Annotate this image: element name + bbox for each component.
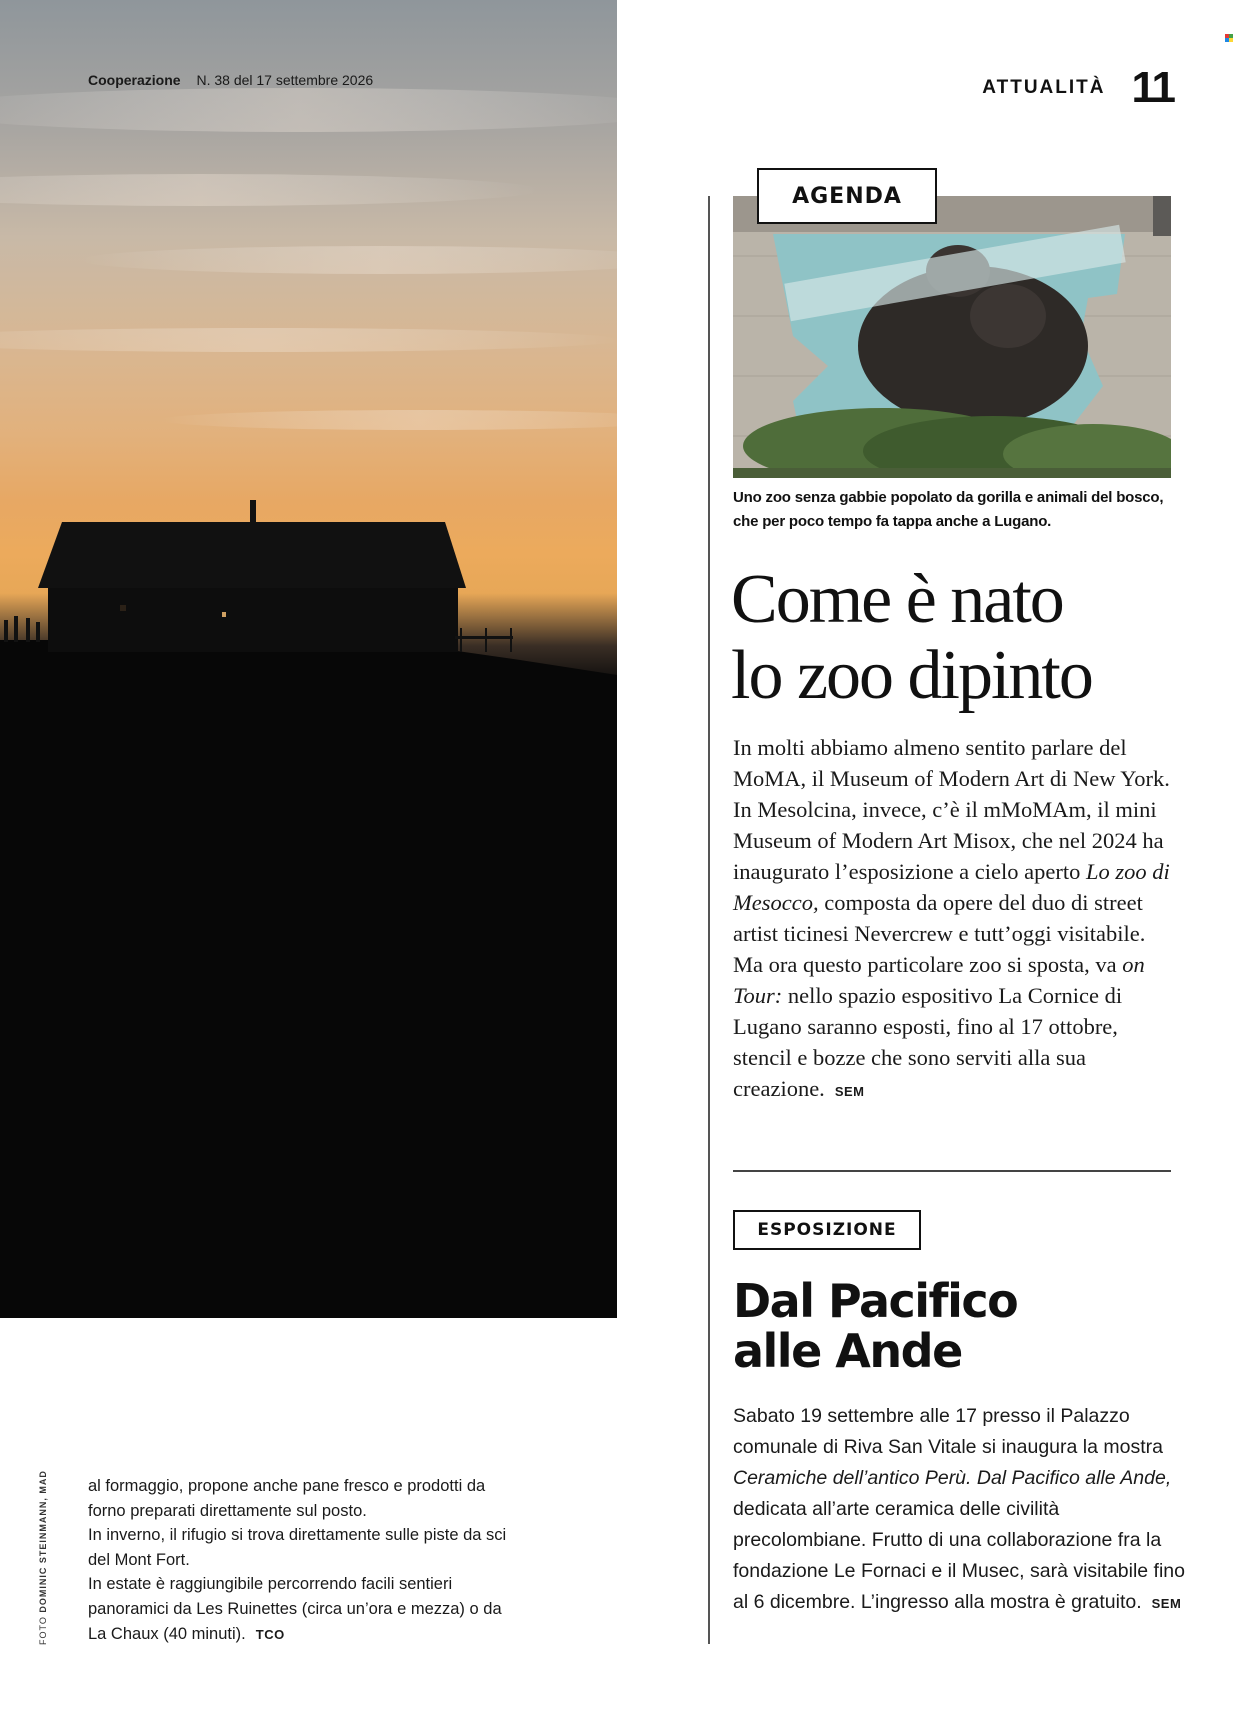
agenda-headline-line2: lo zoo dipinto xyxy=(731,637,1092,714)
masthead-brand: Cooperazione xyxy=(88,72,181,88)
esposizione-body-italic: Ceramiche dell’antico Perù. Dal Pacifico alle Ande, xyxy=(733,1467,1172,1489)
photo-credit-names: DOMINIC STEINMANN, MAD xyxy=(38,1470,48,1613)
agenda-body-text: composta da opere del duo di street artist ticinesi Nevercrew e tutt’oggi visitabile. Ma ora questo particolare zoo si sposta, va xyxy=(733,890,1146,977)
left-article-body xyxy=(88,1474,508,1647)
photo-credit xyxy=(38,1470,48,1645)
agenda-body-text: nello spazio espositivo La Cornice di Lugano saranno esposti, fino al 17 ottobre, stencil e bozze che sono serviti alla sua creazione. xyxy=(733,983,1123,1101)
agenda-body-italic: on Tour: xyxy=(733,952,1145,1008)
section-rule xyxy=(733,1170,1171,1172)
agenda-headline-line1: Come è nato xyxy=(731,561,1063,638)
agenda-headline xyxy=(731,562,1181,714)
left-article-text: In estate è raggiungibile percorrendo facili sentieri panoramici da Les Ruinettes (circa un’ora e mezza) o da La Chaux (40 minuti). xyxy=(88,1575,502,1643)
section-header xyxy=(982,63,1174,112)
esposizione-headline-line1: Dal Pacifico xyxy=(733,1274,1018,1328)
agenda-body-italic: Lo zoo di Mesocco, xyxy=(733,859,1170,915)
masthead-issue: N. 38 del 17 settembre 2026 xyxy=(196,72,374,88)
column-divider xyxy=(708,196,710,1644)
agenda-signature: SEM xyxy=(834,1084,865,1099)
photo-credit-prefix: FOTO xyxy=(38,1616,48,1645)
esposizione-body xyxy=(733,1401,1188,1619)
esposizione-signature: SEM xyxy=(1151,1596,1182,1611)
section-name: ATTUALITÀ xyxy=(982,77,1106,98)
hut-sunset-photo xyxy=(0,0,617,1318)
left-article-paragraph xyxy=(88,1572,508,1647)
esposizione-body-text: dedicata all’arte ceramica delle civilità precolombiane. Frutto di una collaborazione fra la fondazione Le Fornaci e il Musec, sarà visitabile fino al 6 dicembre. L’ingresso alla mostra è gratuito. xyxy=(733,1498,1185,1613)
agenda-body-text: In molti abbiamo almeno sentito parlare del MoMA, il Museum of Modern Art di New York. In Mesolcina, invece, c’è il mMoMAm, il mini Museum of Modern Art Misox, che nel 2024 ha inaugurato l’esposizione a cielo aperto xyxy=(733,735,1170,884)
gorilla-mural-photo xyxy=(733,196,1171,478)
left-article-paragraph: al formaggio, propone anche pane fresco e prodotti da forno preparati direttamente sul posto. xyxy=(88,1477,486,1520)
esposizione-headline-line2: alle Ande xyxy=(733,1324,962,1378)
masthead xyxy=(88,72,373,88)
esposizione-body-text: Sabato 19 settembre alle 17 presso il Palazzo comunale di Riva San Vitale si inaugura la mostra xyxy=(733,1405,1163,1458)
agenda-body xyxy=(733,732,1178,1107)
agenda-tag: AGENDA xyxy=(757,168,937,224)
esposizione-tag: ESPOSIZIONE xyxy=(733,1210,921,1250)
color-registration-mark xyxy=(1225,34,1233,42)
left-article-signature: TCO xyxy=(255,1626,285,1642)
left-article-paragraph: In inverno, il rifugio si trova direttamente sulle piste da sci del Mont Fort. xyxy=(88,1526,507,1569)
esposizione-headline xyxy=(733,1276,1183,1376)
page-number: 11 xyxy=(1131,63,1174,112)
agenda-caption: Uno zoo senza gabbie popolato da gorilla e animali del bosco, che per poco tempo fa tappa anche a Lugano. xyxy=(733,489,1164,530)
